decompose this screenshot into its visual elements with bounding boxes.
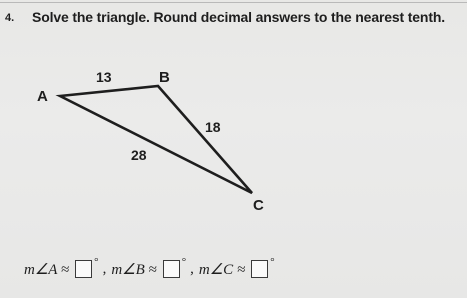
problem-number: 4. (5, 12, 15, 24)
problem-instruction: Solve the triangle. Round decimal answers to the nearest tenth. (32, 9, 445, 25)
answer-row (24, 258, 275, 280)
angle-b-degree-symbol: ° (181, 256, 187, 268)
side-ab-length: 13 (96, 69, 112, 85)
angle-a-degree-symbol: ° (94, 256, 99, 268)
vertex-c-label: C (253, 197, 264, 214)
separator: , (190, 260, 194, 277)
angle-a-answer-box[interactable] (75, 260, 92, 278)
angle-a-expression: m∠A ≈ (24, 261, 70, 278)
angle-c-expression: m∠C ≈ (198, 261, 246, 278)
triangle-shape (60, 86, 252, 193)
side-bc-length: 18 (205, 119, 221, 135)
side-ac-length: 28 (131, 147, 147, 163)
vertex-a-label: A (37, 88, 48, 105)
angle-b-answer-box[interactable] (163, 260, 180, 278)
angle-c-answer-box[interactable] (251, 260, 268, 278)
vertex-b-label: B (159, 69, 170, 86)
angle-c-degree-symbol: ° (270, 256, 275, 268)
angle-b-expression: m∠B ≈ (111, 261, 157, 278)
separator: , (102, 260, 107, 277)
